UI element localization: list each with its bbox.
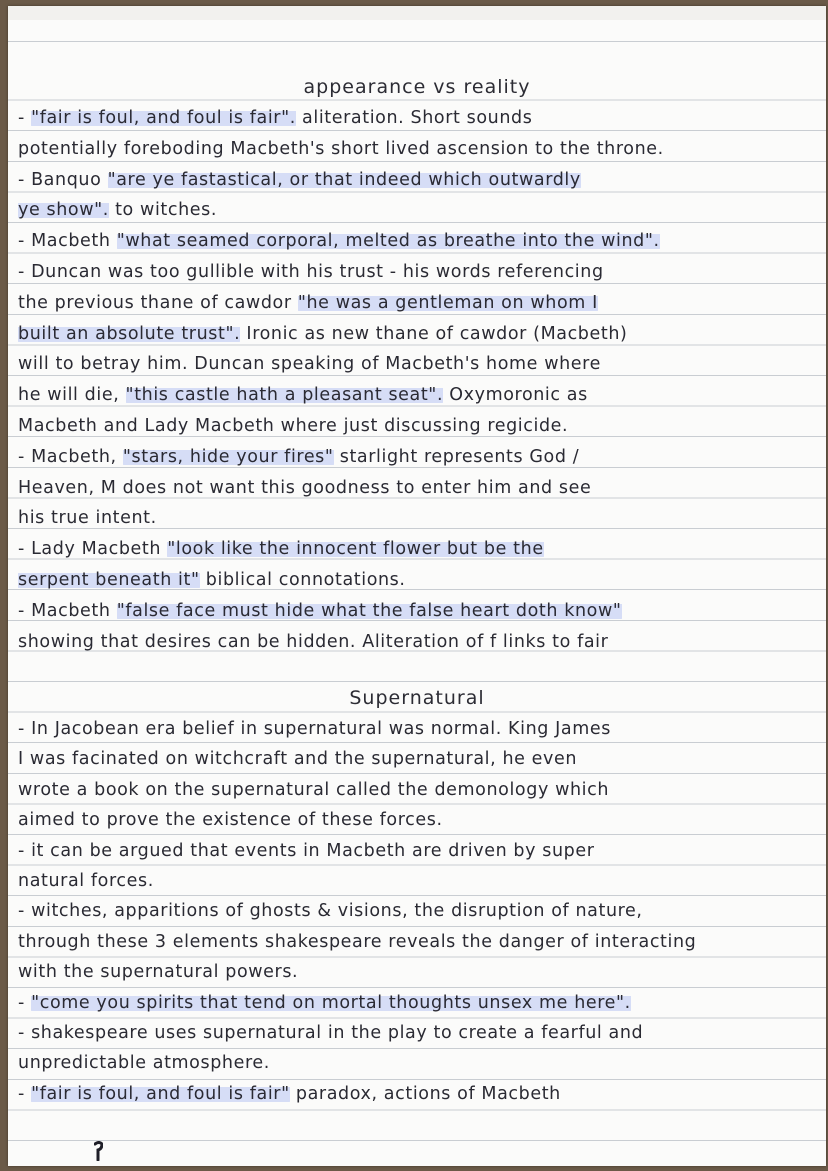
note-line: [18, 349, 818, 379]
note-text: Ironic as new thane of cawdor (Macbeth): [240, 323, 628, 344]
note-line: [18, 1018, 818, 1048]
note-text: Macbeth and Lady Macbeth where just discussing regicide.: [18, 416, 569, 436]
note-text: unpredictable atmosphere.: [18, 1053, 270, 1074]
pen-mark-icon: [94, 1141, 103, 1161]
note-line: [18, 288, 818, 318]
note-line: [18, 257, 818, 287]
note-text: biblical connotations.: [199, 570, 406, 590]
section-heading: Supernatural: [349, 687, 485, 709]
note-line: [18, 195, 818, 225]
note-line: [18, 836, 818, 866]
note-text: - Macbeth: [18, 231, 117, 252]
note-line: [18, 957, 818, 987]
note-line: [18, 627, 818, 657]
highlighted-quote: "false face must hide what the false heart doth know": [116, 600, 622, 621]
note-text: with the supernatural powers.: [18, 962, 299, 983]
highlighted-quote: "come you spirits that tend on mortal thoughts unsex me here".: [31, 992, 631, 1013]
note-text: - Macbeth,: [18, 446, 123, 467]
note-line: [18, 226, 818, 256]
note-line: [18, 866, 818, 896]
note-text: - Duncan was too gullible with his trust - his words referencing: [18, 262, 604, 282]
note-line: [18, 319, 818, 349]
note-text: aimed to prove the existence of these forces.: [18, 810, 443, 831]
note-line: [18, 896, 818, 926]
highlighted-quote: "this castle hath a pleasant seat".: [125, 385, 444, 406]
note-line: [18, 596, 818, 626]
note-line: [18, 1048, 818, 1078]
highlighted-quote: "what seamed corporal, melted as breathe into the wind".: [116, 231, 660, 252]
note-text: aliteration. Short sounds: [295, 108, 533, 128]
note-text: -: [18, 108, 32, 128]
page-top-edge: [8, 6, 826, 20]
note-text: - it can be argued that events in Macbeth are driven by super: [18, 840, 595, 861]
highlighted-quote: "are ye fastastical, or that indeed which outwardly: [107, 169, 581, 190]
note-text: natural forces.: [18, 871, 154, 891]
note-line: [18, 714, 818, 744]
note-line: [18, 134, 818, 164]
note-line: [18, 503, 818, 533]
note-text: - witches, apparitions of ghosts & visions, the disruption of nature,: [18, 901, 643, 922]
highlighted-quote: "look like the innocent flower but be the: [167, 539, 544, 560]
note-text: he will die,: [18, 385, 126, 406]
highlighted-quote: "he was a gentleman on whom I: [297, 292, 598, 313]
note-text: paradox, actions of Macbeth: [289, 1083, 561, 1104]
note-line: [18, 165, 818, 195]
note-text: wrote a book on the supernatural called the demonology which: [18, 779, 610, 800]
note-text: potentially foreboding Macbeth's short lived ascension to the throne.: [18, 138, 664, 159]
note-line: [18, 744, 818, 774]
note-line: [18, 988, 818, 1018]
note-line: [18, 442, 818, 472]
note-line: [18, 473, 818, 503]
note-line: [18, 411, 818, 441]
note-line: [18, 103, 818, 133]
note-line: [18, 927, 818, 957]
highlighted-quote: built an absolute trust".: [18, 323, 241, 344]
note-text: to witches.: [108, 200, 218, 221]
note-line: [18, 1079, 818, 1109]
note-text: I was facinated on witchcraft and the supernatural, he even: [18, 749, 578, 770]
highlighted-quote: "fair is foul, and foul is fair".: [31, 108, 296, 128]
note-text: - Macbeth: [18, 600, 117, 621]
note-line: [18, 775, 818, 805]
note-text: his true intent.: [18, 508, 157, 529]
section-heading: appearance vs reality: [303, 76, 531, 98]
note-line: [18, 380, 818, 410]
note-text: - In Jacobean era belief in supernatural was normal. King James: [18, 719, 611, 739]
note-text: -: [18, 992, 32, 1013]
note-text: - Lady Macbeth: [18, 539, 168, 560]
highlighted-quote: "fair is foul, and foul is fair": [31, 1083, 290, 1104]
highlighted-quote: ye show".: [18, 200, 109, 221]
note-text: will to betray him. Duncan speaking of Macbeth's home where: [18, 354, 601, 375]
note-text: -: [18, 1083, 32, 1104]
note-text: the previous thane of cawdor: [18, 292, 298, 313]
note-text: - shakespeare uses supernatural in the play to create a fearful and: [18, 1023, 644, 1043]
note-text: through these 3 elements shakespeare reveals the danger of interacting: [18, 931, 697, 952]
notebook-page: [8, 6, 826, 1166]
note-line: [18, 805, 818, 835]
note-line: [18, 534, 818, 564]
note-text: starlight represents God /: [333, 446, 580, 467]
note-text: showing that desires can be hidden. Aliteration of f links to fair: [18, 631, 609, 652]
note-text: Heaven, M does not want this goodness to enter him and see: [18, 477, 592, 498]
note-text: Oxymoronic as: [443, 385, 588, 406]
highlighted-quote: serpent beneath it": [18, 570, 200, 590]
note-text: - Banquo: [18, 169, 108, 190]
note-line: [18, 565, 818, 595]
highlighted-quote: "stars, hide your fires": [122, 446, 334, 467]
